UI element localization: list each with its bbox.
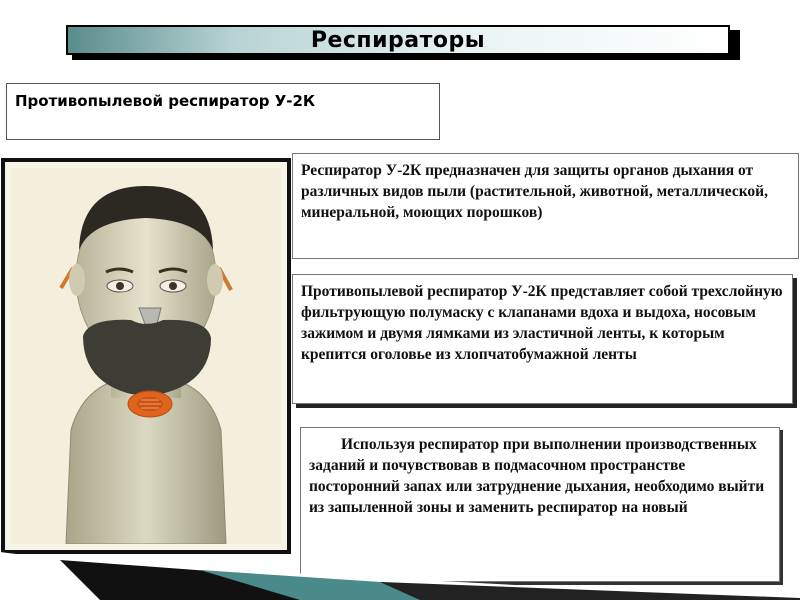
text-block-construction [292, 274, 793, 404]
text-block-purpose-text: Респиратор У-2К предназначен для защиты органов дыхания от различных видов пыли (растительной, животной, металлической, минеральной, моющих порошков) [301, 162, 768, 221]
text-block-purpose [292, 153, 799, 259]
text-block-usage-text: Используя респиратор при выполнении производственных заданий и почувствовав в подмасочном пространстве посторонний запах или затруднение дыхания, необходимо выйти из запыленной зоны и заменить респиратор на новый [309, 436, 765, 516]
decorative-stripe [0, 552, 800, 600]
mannequin-with-respirator-icon [11, 168, 281, 544]
respirator-photo [11, 168, 281, 544]
respirator-photo-frame [1, 158, 291, 554]
subtitle: Противопылевой респиратор У-2К [15, 92, 316, 110]
page-title: Респираторы [310, 27, 486, 53]
title-banner [66, 25, 730, 55]
text-block-construction-text: Противопылевой респиратор У-2К представляет собой трехслойную фильтрующую полумаску с клапанами вдоха и выдоха, носовым зажимом и двумя лямками из эластичной ленты, к которым крепится оголовье из хлопчатобумажной ленты [301, 283, 783, 363]
subtitle-box [6, 83, 440, 140]
